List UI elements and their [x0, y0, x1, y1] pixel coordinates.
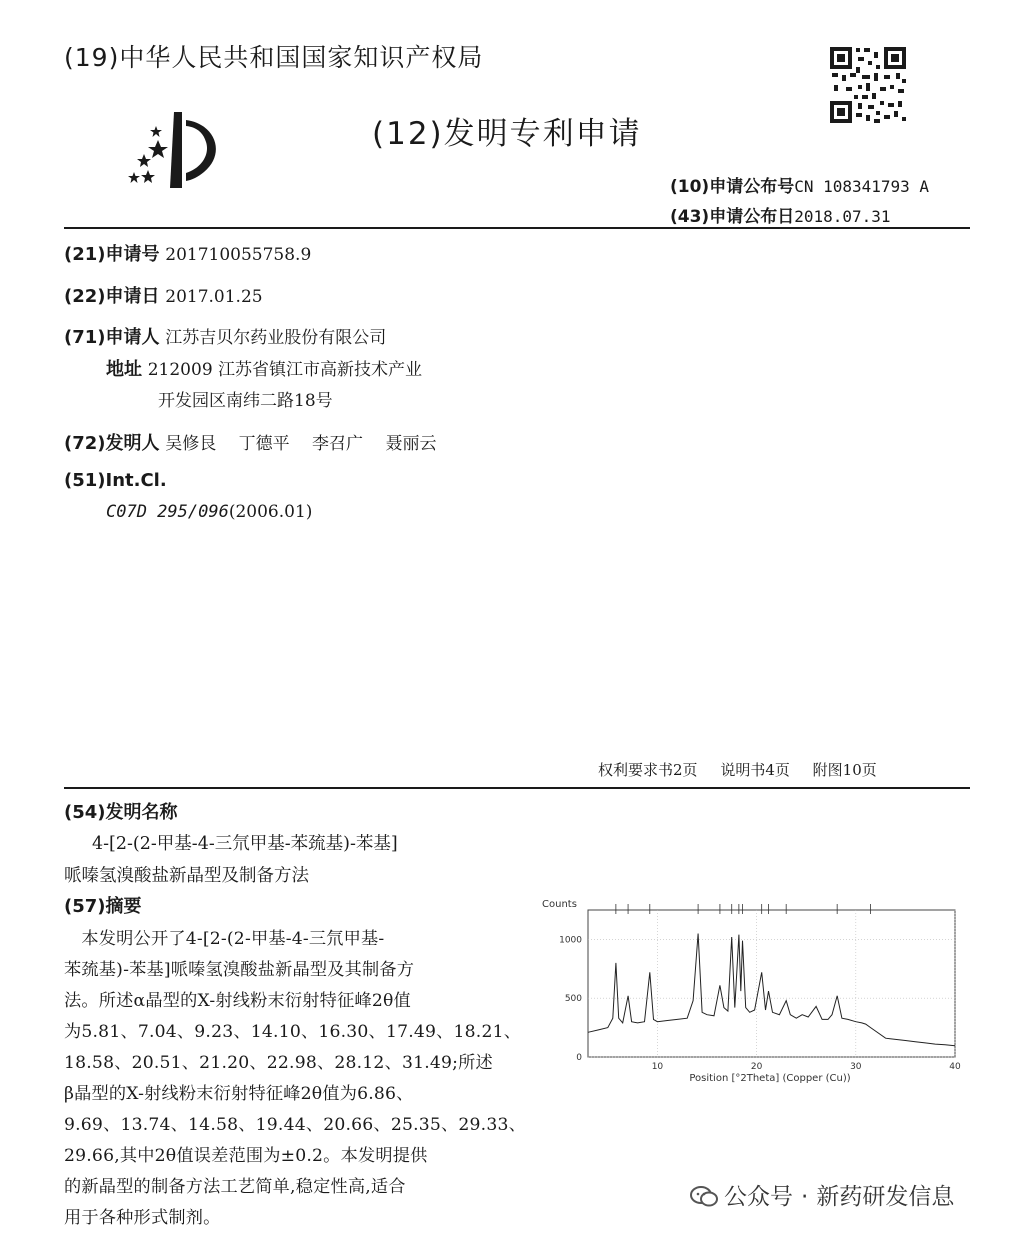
- inventors-value: 吴修艮 丁德平 李召广 聂丽云: [165, 434, 437, 454]
- claims-pages: 权利要求书2页: [598, 761, 698, 779]
- x-tick-label: 10: [651, 1062, 664, 1072]
- address-line-2: 开发园区南纬二路18号: [158, 391, 333, 411]
- address-label: 地址: [106, 359, 142, 380]
- abstract-line: β晶型的X-射线粉末衍射特征峰2θ值为6.86、: [64, 1084, 414, 1104]
- int-cl-version: (2006.01): [228, 502, 313, 522]
- int-cl-classification: [106, 501, 312, 522]
- plot-frame: [588, 910, 955, 1057]
- watermark: [690, 1178, 954, 1211]
- application-number-label: (21)申请号: [64, 244, 160, 265]
- application-date-value: 2017.01.25: [165, 287, 263, 307]
- abstract-line: 苯巯基)-苯基]哌嗪氢溴酸盐新晶型及其制备方: [64, 960, 415, 980]
- applicant-label: (71)申请人: [64, 327, 160, 348]
- abstract-line: 9.69、13.74、14.58、19.44、20.66、25.35、29.33、: [64, 1115, 527, 1135]
- watermark-name: 新药研发信息: [816, 1184, 955, 1210]
- abstract-line: 本发明公开了4-[2-(2-甲基-4-三氘甲基-: [64, 929, 385, 949]
- inventors-label: (72)发明人: [64, 433, 160, 454]
- publication-date-value: 2018.07.31: [794, 207, 891, 226]
- xrd-pattern-chart: [530, 890, 970, 1090]
- x-axis-label: Position [°2Theta] (Copper (Cu)): [689, 1073, 851, 1084]
- application-date-label: (22)申请日: [64, 286, 160, 307]
- y-tick-label: 0: [576, 1053, 582, 1063]
- address-line-1: 212009 江苏省镇江市高新技术产业: [147, 360, 423, 380]
- office-name: (19)中华人民共和国国家知识产权局: [64, 43, 484, 72]
- application-date: [64, 282, 263, 308]
- abstract-section-label: (57)摘要: [64, 896, 142, 917]
- abstract-line: 的新晶型的制备方法工艺简单,稳定性高,适合: [64, 1177, 406, 1197]
- y-tick-label: 500: [564, 994, 582, 1005]
- application-number: [64, 240, 311, 266]
- int-cl: [64, 470, 167, 491]
- publication-number-label: (10)申请公布号: [670, 177, 795, 197]
- header-divider: [64, 227, 970, 229]
- abstract-line: 为5.81、7.04、9.23、14.10、16.30、17.49、18.21、: [64, 1022, 522, 1042]
- applicant-value: 江苏吉贝尔药业股份有限公司: [165, 328, 387, 348]
- abstract-line: 29.66,其中2θ值误差范围为±0.2。本发明提供: [64, 1146, 428, 1166]
- cnipa-logo: [118, 110, 230, 196]
- publication-date-label: (43)申请公布日: [670, 207, 795, 227]
- publication-number-value: CN 108341793 A: [794, 177, 930, 196]
- wechat-icon: [690, 1185, 718, 1207]
- invention-title-line-1: 4-[2-(2-甲基-4-三氘甲基-苯巯基)-苯基]: [92, 834, 398, 854]
- abstract-line: 法。所述α晶型的X-射线粉末衍射特征峰2θ值: [64, 991, 411, 1011]
- x-tick-label: 40: [949, 1062, 961, 1072]
- page-counts: [598, 759, 895, 780]
- application-number-value: 201710055758.9: [165, 245, 312, 265]
- y-axis-label: Counts: [542, 899, 577, 910]
- drawing-pages: 附图10页: [812, 761, 877, 779]
- abstract-line: 用于各种形式制剂。: [64, 1208, 221, 1228]
- publication-date: [670, 202, 891, 227]
- inventors: [64, 429, 436, 455]
- qr-code: [828, 45, 908, 125]
- title-section-label: (54)发明名称: [64, 802, 178, 823]
- watermark-separator: ·: [801, 1184, 809, 1210]
- invention-title-line-2: 哌嗪氢溴酸盐新晶型及制备方法: [64, 866, 309, 886]
- document-type: (12)发明专利申请: [372, 116, 642, 152]
- description-pages: 说明书4页: [720, 761, 790, 779]
- address: [106, 355, 422, 381]
- applicant: [64, 323, 386, 349]
- section-divider: [64, 787, 970, 789]
- publication-number: [670, 172, 929, 197]
- y-tick-label: 1000: [559, 935, 582, 946]
- x-tick-label: 20: [750, 1062, 763, 1072]
- x-tick-label: 30: [850, 1062, 862, 1072]
- watermark-brand: 公众号: [724, 1184, 793, 1210]
- address-continued: [158, 386, 333, 411]
- int-cl-code: C07D 295/096: [106, 502, 229, 522]
- abstract-line: 18.58、20.51、21.20、22.98、28.12、31.49;所述: [64, 1053, 493, 1073]
- int-cl-label: (51)Int.Cl.: [64, 470, 167, 491]
